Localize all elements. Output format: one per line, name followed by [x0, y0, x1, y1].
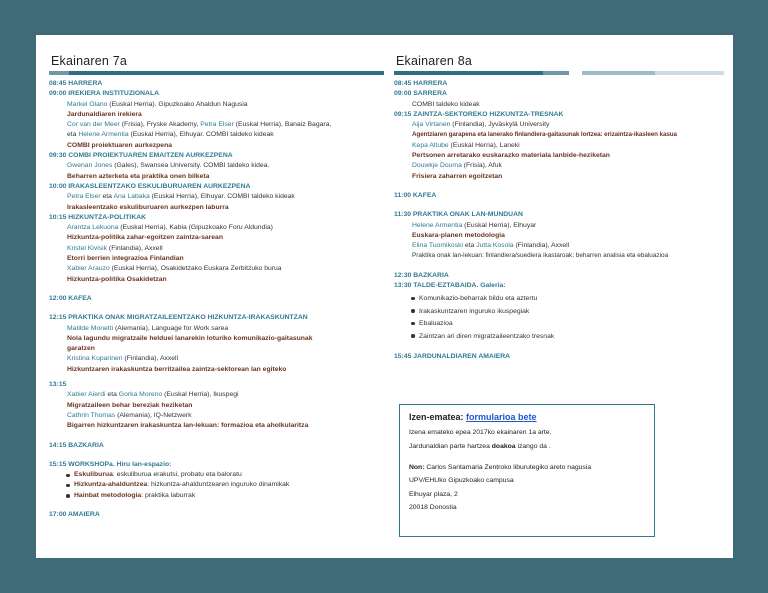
registration-free: Jardunaldian parte hartzea doakoa izango da .: [409, 442, 551, 450]
session-time: 09:00 IREKIERA INSTITUZIONALA: [49, 90, 160, 98]
program-page: [36, 35, 733, 558]
session-time: 10:00 IRAKASLEENTZAKO ESKULIBURUAREN AURKEZPENA: [49, 182, 251, 190]
session-time: 12:00 KAFEA: [49, 294, 92, 302]
session-time: 17:00 AMAIERA: [49, 510, 100, 518]
talk-title: garatzen: [67, 345, 95, 353]
speaker: Aija Virtanen (Finlandia), Jyväskylä University: [412, 121, 550, 129]
session-time: 11:30 PRAKTIKA ONAK LAN-MUNDUAN: [394, 211, 523, 219]
venue-address-3: 20018 Donostia: [409, 503, 457, 511]
list-item: Komunikazio-beharrak bildu eta aztertu: [411, 293, 724, 306]
session-time: 10:15 HIZKUNTZA-POLITIKAK: [49, 213, 147, 221]
list-item: Eskuliburua: eskuliburua erakutsi, probatu eta baloratu: [66, 470, 384, 480]
speaker: Helene Armentia (Euskal Herria), Elhuyar: [412, 221, 537, 229]
talk-title: Jardunaldiaren irekiera: [67, 110, 142, 118]
talk-title: Hizkuntza-politika zahar-egoitzen zaintza-sarean: [67, 234, 223, 242]
session-time: 15:15 WORKSHOPa. Hiru lan-espazio:: [49, 460, 172, 468]
talk-title: Hizkuntzaren irakaskuntza berritzailea zaintza-sektorean lan egiteko: [67, 365, 287, 373]
day2-column: [394, 54, 724, 363]
speaker: Cathrin Thomas (Alemania), IQ-Netzwerk: [67, 411, 192, 419]
registration-form-link[interactable]: formularioa bete: [466, 412, 537, 422]
talk-title: COMBI proiektuaren aurkezpena: [67, 141, 172, 149]
venue-address-2: Elhuyar plaza, 2: [409, 490, 458, 498]
session-time: 09:30 COMBI PROIEKTUAREN EMAITZEN AURKEZPENA: [49, 152, 233, 160]
speaker: COMBI taldeko kideak: [412, 100, 480, 108]
talk-title: Bigarren hizkuntzaren irakaskuntza lan-lekuan: formazioa eta aholkularitza: [67, 422, 309, 430]
gallery-list: [394, 293, 724, 343]
session-time: 09:00 SARRERA: [394, 90, 447, 98]
speaker: Petra Elser eta Ana Labaka (Euskal Herria), Elhuyar. COMBI taldeko kideak: [67, 193, 295, 201]
talk-title: Agentziaren garapena eta lanerako finlandiera-gaitasunak lortzea: erizaintza-ikasleen kasua: [412, 131, 677, 139]
venue-address-1: UPV/EHUko Gipuzkoako campusa: [409, 477, 514, 485]
registration-box: [399, 404, 655, 537]
speaker: Xabier Arauzo (Euskal Herria), Osakidetzako Euskara Zerbitzuko burua: [67, 265, 282, 273]
session-time: 13:15: [49, 381, 67, 389]
speaker: Arantza Lekuona (Euskal Herria), Kabia (Gipuzkoako Foru Aldundia): [67, 224, 273, 232]
session-description: Praktika onak lan-lekuan: finlandiera/suediera ikastaroak; beharren analisia eta ebaluazioa: [412, 252, 669, 260]
session-time: 13:30 TALDE-EZTABAIDA. Galeria:: [394, 282, 506, 290]
list-item: Hainbat metodologia: praktika laburrak: [66, 491, 384, 501]
speaker: Kepa Altube (Euskal Herria), Laneki: [412, 141, 520, 149]
talk-title: Hizkuntza-politika Osakidetzan: [67, 275, 167, 283]
list-item: Hizkuntza-ahalduntzea: hizkuntza-ahalduntzearen inguruko dinamikak: [66, 480, 384, 490]
list-item: Ebaluazioa: [411, 318, 724, 331]
talk-title: Pertsonen arretarako euskarazko materiala lanbide-heziketan: [412, 152, 610, 160]
list-item: Zaintzan ari diren migratzaileentzako tresnak: [411, 331, 724, 344]
speaker: Cor van der Meer (Frisia), Fryske Akademy, Petra Elser (Euskal Herria), Banaiz Bagara,: [67, 121, 332, 129]
speaker: Xabier Aierdi eta Gorka Moreno (Euskal Herria), Ikuspegi: [67, 391, 239, 399]
session-time: 14:15 BAZKARIA: [49, 441, 104, 449]
session-time: 08:45 HARRERA: [394, 80, 448, 87]
day2-entries: [394, 79, 724, 363]
talk-title: Irakasleentzako eskuliburuaren aurkezpen laburra: [67, 203, 229, 211]
talk-title: Beharren azterketa eta praktika onen bilketa: [67, 172, 210, 180]
day2-title: Ekainaren 8a: [396, 54, 473, 68]
talk-title: Migratzaileen behar bereziak heziketan: [67, 401, 193, 409]
day1-title: Ekainaren 7a: [51, 54, 128, 68]
venue: Non: Carlos Santamaria Zentroko liburutegiko areto nagusia: [409, 464, 592, 471]
day1-column: [49, 54, 384, 520]
registration-heading: Izen-ematea: formularioa bete: [409, 412, 537, 422]
talk-title: Etorri berrien integrazioa Finlandian: [67, 255, 184, 263]
day2-rule: [394, 71, 724, 75]
day1-entries: [49, 79, 384, 520]
registration-deadline: Izena emateko epea 2017ko ekainaren 1a arte.: [409, 429, 552, 436]
list-item: Irakaskuntzaren inguruko ikuspegiak: [411, 306, 724, 319]
session-time: 15:45 JARDUNALDIAREN AMAIERA: [394, 353, 511, 361]
session-time: 12:30 BAZKARIA: [394, 271, 449, 279]
talk-title: Frisiera zaharren egoitzetan: [412, 172, 503, 180]
session-time: 12:15 PRAKTIKA ONAK MIGRATZAILEENTZAKO HIZKUNTZA-IRAKASKUNTZAN: [49, 314, 308, 322]
workshop-list: [49, 470, 384, 501]
speaker: Matilde Monetti (Alemania), Language for Work sarea: [67, 324, 229, 332]
speaker: Markel Olano (Euskal Herria). Gipuzkoako Ahaldun Nagusia: [67, 100, 248, 108]
speaker: Douwkje Douma (Frisia), Afuk: [412, 162, 502, 170]
speaker: Elina Tuomikoski eta Jutta Kosola (Finlandia), Axxell: [412, 242, 570, 250]
session-time: 08:45 HARRERA: [49, 80, 103, 87]
session-time: 09:15 ZAINTZA-SEKTOREKO HIZKUNTZA-TRESNAK: [394, 110, 564, 118]
day1-rule: [49, 71, 384, 75]
speaker: eta Helene Armentia (Euskal Herria), Elhuyar. COMBI taldeko kideak: [67, 131, 274, 139]
speaker: Gwenan Jones (Gales), Swansea University. COMBI taldeko kidea.: [67, 162, 270, 170]
session-time: 11:00 KAFEA: [394, 191, 437, 199]
speaker: Kristina Kuparinen (Finlandia), Axxell: [67, 355, 179, 363]
speaker: Kristel Kivisik (Finlandia), Axxell: [67, 244, 163, 252]
talk-title: Nola lagundu migratzaile helduei lanarekin loturiko komunikazio-gaitasunak: [67, 334, 313, 342]
talk-title: Euskara-planen metodologia: [412, 231, 505, 239]
